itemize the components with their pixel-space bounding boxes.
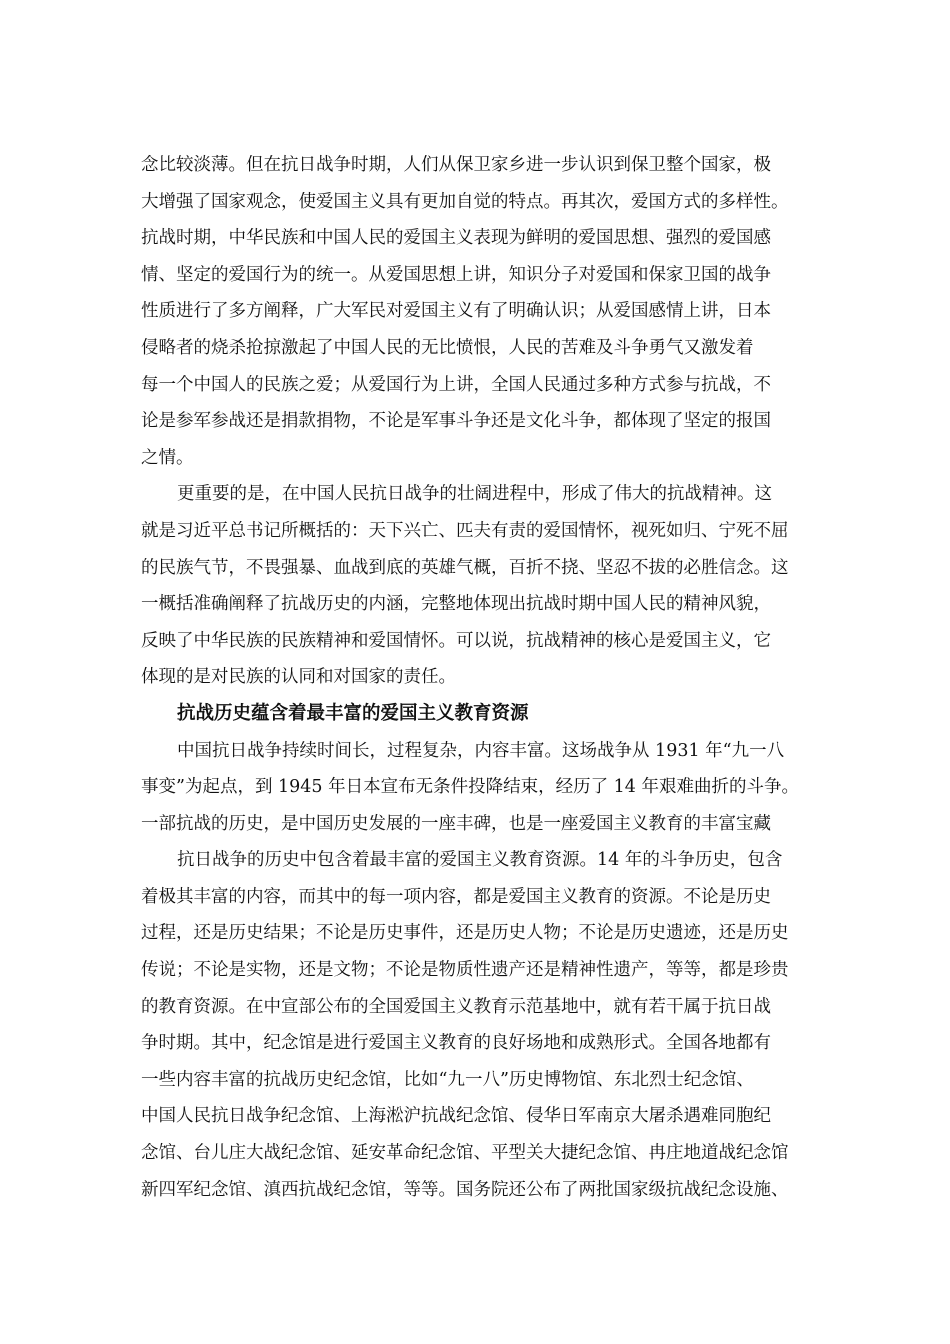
text-line: 事变”为起点，到 1945 年日本宣布无条件投降结束，经历了 14 年艰难曲折的斗争。 bbox=[141, 777, 799, 798]
text-line: 情、坚定的爱国行为的统一。从爱国思想上讲，知识分子对爱国和保家卫国的战争 bbox=[141, 264, 771, 285]
text-line: 就是习近平总书记所概括的：天下兴亡、匹夫有责的爱国情怀，视死如归、宁死不屈 bbox=[141, 520, 789, 541]
text-line: 的教育资源。在中宣部公布的全国爱国主义教育示范基地中，就有若干属于抗日战 bbox=[141, 996, 771, 1017]
text-line: 性质进行了多方阐释，广大军民对爱国主义有了明确认识；从爱国感情上讲，日本 bbox=[141, 301, 771, 322]
text-line: 传说；不论是实物，还是文物；不论是物质性遗产还是精神性遗产，等等，都是珍贵 bbox=[141, 960, 789, 981]
text-line: 每一个中国人的民族之爱；从爱国行为上讲，全国人民通过多种方式参与抗战，不 bbox=[141, 374, 771, 395]
text-line: 侵略者的烧杀抢掠激起了中国人民的无比愤恨，人民的苦难及斗争勇气又激发着 bbox=[141, 337, 754, 358]
text-line: 念比较淡薄。但在抗日战争时期，人们从保卫家乡进一步认识到保卫整个国家，极 bbox=[141, 155, 771, 175]
text-line: 念馆、台儿庄大战纪念馆、延安革命纪念馆、平型关大捷纪念馆、冉庄地道战纪念馆 bbox=[141, 1143, 789, 1164]
text-line: 中国人民抗日战争纪念馆、上海淞沪抗战纪念馆、侵华日军南京大屠杀遇难同胞纪 bbox=[141, 1106, 771, 1127]
text-line: 一部抗战的历史，是中国历史发展的一座丰碑，也是一座爱国主义教育的丰富宝藏 bbox=[141, 813, 771, 834]
text-line: 体现的是对民族的认同和对国家的责任。 bbox=[141, 667, 456, 688]
body-text bbox=[141, 147, 821, 1208]
paragraph-start-line: 抗日战争的历史中包含着最丰富的爱国主义教育资源。14 年的斗争历史，包含 bbox=[177, 850, 783, 871]
text-line: 一些内容丰富的抗战历史纪念馆，比如“九一八”历史博物馆、东北烈士纪念馆、 bbox=[141, 1069, 754, 1090]
text-line: 论是参军参战还是捐款捐物，不论是军事斗争还是文化斗争，都体现了坚定的报国 bbox=[141, 411, 771, 432]
paragraph-start-line: 中国抗日战争持续时间长，过程复杂，内容丰富。这场战争从 1931 年“九一八 bbox=[177, 740, 785, 761]
text-line: 一概括准确阐释了抗战历史的内涵，完整地体现出抗战时期中国人民的精神风貌， bbox=[141, 594, 771, 615]
text-line: 过程，还是历史结果；不论是历史事件，还是历史人物；不论是历史遗迹，还是历史 bbox=[141, 923, 789, 944]
text-line: 大增强了国家观念，使爱国主义具有更加自觉的特点。再其次，爱国方式的多样性。 bbox=[141, 191, 789, 212]
text-line: 的民族气节，不畏强暴、血战到底的英雄气概，百折不挠、坚忍不拔的必胜信念。这 bbox=[141, 557, 789, 578]
text-line: 新四军纪念馆、滇西抗战纪念馆，等等。国务院还公布了两批国家级抗战纪念设施、 bbox=[141, 1179, 789, 1200]
text-line: 反映了中华民族的民族精神和爱国情怀。可以说，抗战精神的核心是爱国主义，它 bbox=[141, 630, 771, 651]
text-line: 争时期。其中，纪念馆是进行爱国主义教育的良好场地和成熟形式。全国各地都有 bbox=[141, 1033, 771, 1054]
text-line: 抗战时期，中华民族和中国人民的爱国主义表现为鲜明的爱国思想、强烈的爱国感 bbox=[141, 228, 771, 249]
text-line: 着极其丰富的内容，而其中的每一项内容，都是爱国主义教育的资源。不论是历史 bbox=[141, 886, 771, 907]
section-heading: 抗战历史蕴含着最丰富的爱国主义教育资源 bbox=[177, 702, 529, 724]
text-line: 之情。 bbox=[141, 447, 194, 468]
paragraph-start-line: 更重要的是，在中国人民抗日战争的壮阔进程中，形成了伟大的抗战精神。这 bbox=[177, 484, 772, 505]
